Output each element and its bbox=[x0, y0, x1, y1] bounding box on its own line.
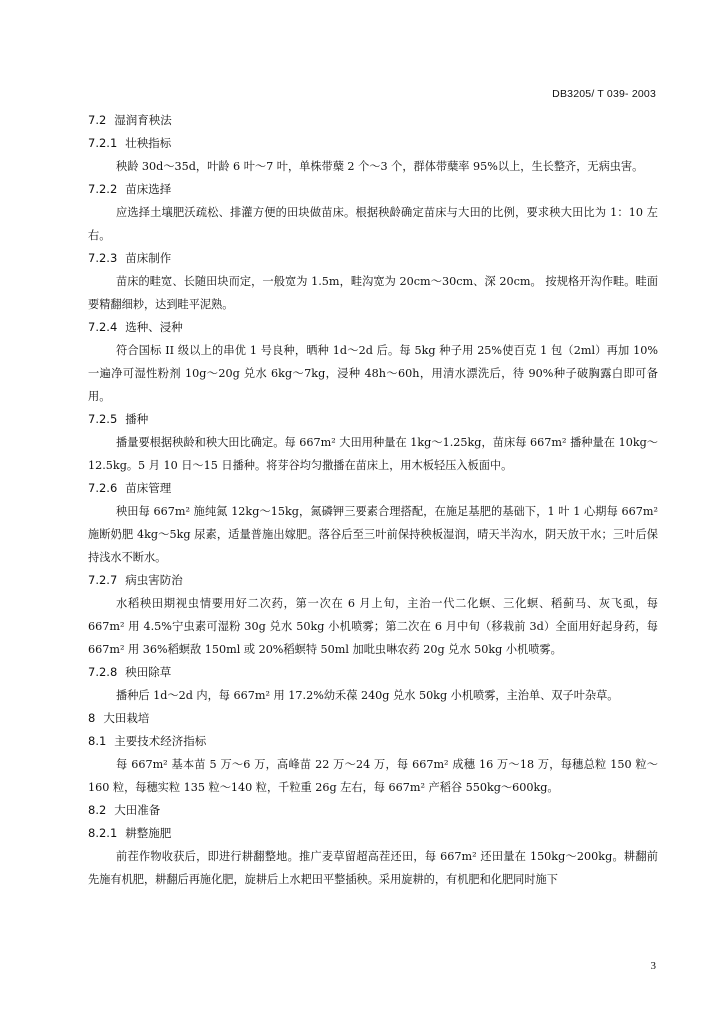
section-number: 8.2 bbox=[88, 803, 107, 817]
section-number: 8.2.1 bbox=[88, 826, 118, 840]
section-number: 7.2.6 bbox=[88, 481, 118, 495]
section-heading bbox=[88, 707, 658, 730]
section-heading bbox=[88, 661, 658, 684]
section-heading bbox=[88, 316, 658, 339]
section-title: 苗床制作 bbox=[125, 251, 172, 265]
paragraph: 每 667m² 基本苗 5 万～6 万，高峰苗 22 万～24 万，每 667m² 成穗 16 万～18 万，每穗总粒 150 粒～160 粒，每穗实粒 135 粒～140 粒，千粒重 26g 左右，每 667m² 产稻谷 550kg～600kg。 bbox=[88, 758, 658, 794]
paragraph: 播种后 1d～2d 内，每 667m² 用 17.2%幼禾葆 240g 兑水 50kg 小机喷雾，主治单、双子叶杂草。 bbox=[116, 689, 619, 702]
section-title: 耕整施肥 bbox=[125, 826, 172, 840]
section-heading bbox=[88, 822, 658, 845]
paragraph: 秧田每 667m² 施纯氮 12kg～15kg，氮磷钾三要素合理搭配，在施足基肥的基础下，1 叶 1 心期每 667m² 施断奶肥 4kg～5kg 尿素，适量普施出嫁肥。落谷后至三叶前保持秧板湿润，晴天半沟水，阴天放干水；三叶后保持浅水不断水。 bbox=[88, 505, 658, 564]
section-heading bbox=[88, 569, 658, 592]
document-body bbox=[88, 109, 658, 891]
section-title: 大田栽培 bbox=[103, 711, 150, 725]
section-title: 选种、浸种 bbox=[125, 320, 183, 334]
paragraph: 应选择土壤肥沃疏松、排灌方便的田块做苗床。根据秧龄确定苗床与大田的比例，要求秧大田比为 1：10 左右。 bbox=[88, 206, 658, 242]
paragraph: 前茬作物收获后，即进行耕翻整地。推广麦草留超高茬还田，每 667m² 还田量在 150kg～200kg。耕翻前先施有机肥，耕翻后再施化肥，旋耕后上水耙田平整插秧。采用旋耕的，有机肥和化肥同时施下 bbox=[88, 850, 658, 886]
section-number: 8.1 bbox=[88, 734, 107, 748]
section-number: 7.2.3 bbox=[88, 251, 118, 265]
section-title: 湿润育秧法 bbox=[114, 113, 172, 127]
section-title: 播种 bbox=[125, 412, 149, 426]
section-heading bbox=[88, 730, 658, 753]
section-title: 主要技术经济指标 bbox=[114, 734, 207, 748]
section-heading bbox=[88, 132, 658, 155]
section-heading bbox=[88, 477, 658, 500]
paragraph: 水稻秧田期视虫情要用好二次药，第一次在 6 月上旬，主治一代二化螟、三化螟、稻蓟马、灰飞虱，每 667m² 用 4.5%宁虫素可湿粉 30g 兑水 50kg 小机喷雾；第二次在 6 月中旬（移栽前 3d）全面用好起身药，每 667m² 用 36%稻螟敌 150ml 或 20%稻螟特 50ml 加吡虫啉农药 20g 兑水 50kg 小机喷雾。 bbox=[88, 597, 658, 656]
section-number: 7.2 bbox=[88, 113, 107, 127]
section-heading bbox=[88, 178, 658, 201]
section-number: 7.2.1 bbox=[88, 136, 118, 150]
standard-code-header: DB3205/ T 039- 2003 bbox=[552, 88, 656, 100]
section-number: 8 bbox=[88, 711, 96, 725]
paragraph: 播量要根据秧龄和秧大田比确定。每 667m² 大田用种量在 1kg～1.25kg，苗床每 667m² 播种量在 10kg～12.5kg。5 月 10 日～15 日播种。将芽谷均匀撒播在苗床上，用木板轻压入板面中。 bbox=[88, 436, 658, 472]
section-heading bbox=[88, 799, 658, 822]
page-number: 3 bbox=[650, 960, 656, 972]
section-title: 病虫害防治 bbox=[125, 573, 183, 587]
section-heading bbox=[88, 109, 658, 132]
section-title: 苗床选择 bbox=[125, 182, 172, 196]
section-title: 秧田除草 bbox=[125, 665, 172, 679]
section-number: 7.2.8 bbox=[88, 665, 118, 679]
paragraph: 秧龄 30d～35d，叶龄 6 叶～7 叶，单株带蘖 2 个～3 个，群体带蘖率 95%以上，生长整齐，无病虫害。 bbox=[116, 160, 644, 173]
section-heading bbox=[88, 408, 658, 431]
section-number: 7.2.7 bbox=[88, 573, 118, 587]
section-title: 苗床管理 bbox=[125, 481, 172, 495]
paragraph: 苗床的畦宽、长随田块而定，一般宽为 1.5m，畦沟宽为 20cm～30cm、深 20cm。 按规格开沟作畦。畦面要精翻细耖，达到畦平泥熟。 bbox=[88, 275, 658, 311]
section-heading bbox=[88, 247, 658, 270]
section-title: 壮秧指标 bbox=[125, 136, 172, 150]
section-number: 7.2.2 bbox=[88, 182, 118, 196]
section-title: 大田准备 bbox=[114, 803, 161, 817]
paragraph: 符合国标 II 级以上的串优 1 号良种，晒种 1d～2d 后。每 5kg 种子用 25%使百克 1 包（2ml）再加 10%一遍净可湿性粉剂 10g～20g 兑水 6kg～7kg，浸种 48h～60h，用清水漂洗后，待 90%种子破胸露白即可备用。 bbox=[88, 344, 658, 403]
section-number: 7.2.4 bbox=[88, 320, 118, 334]
section-number: 7.2.5 bbox=[88, 412, 118, 426]
